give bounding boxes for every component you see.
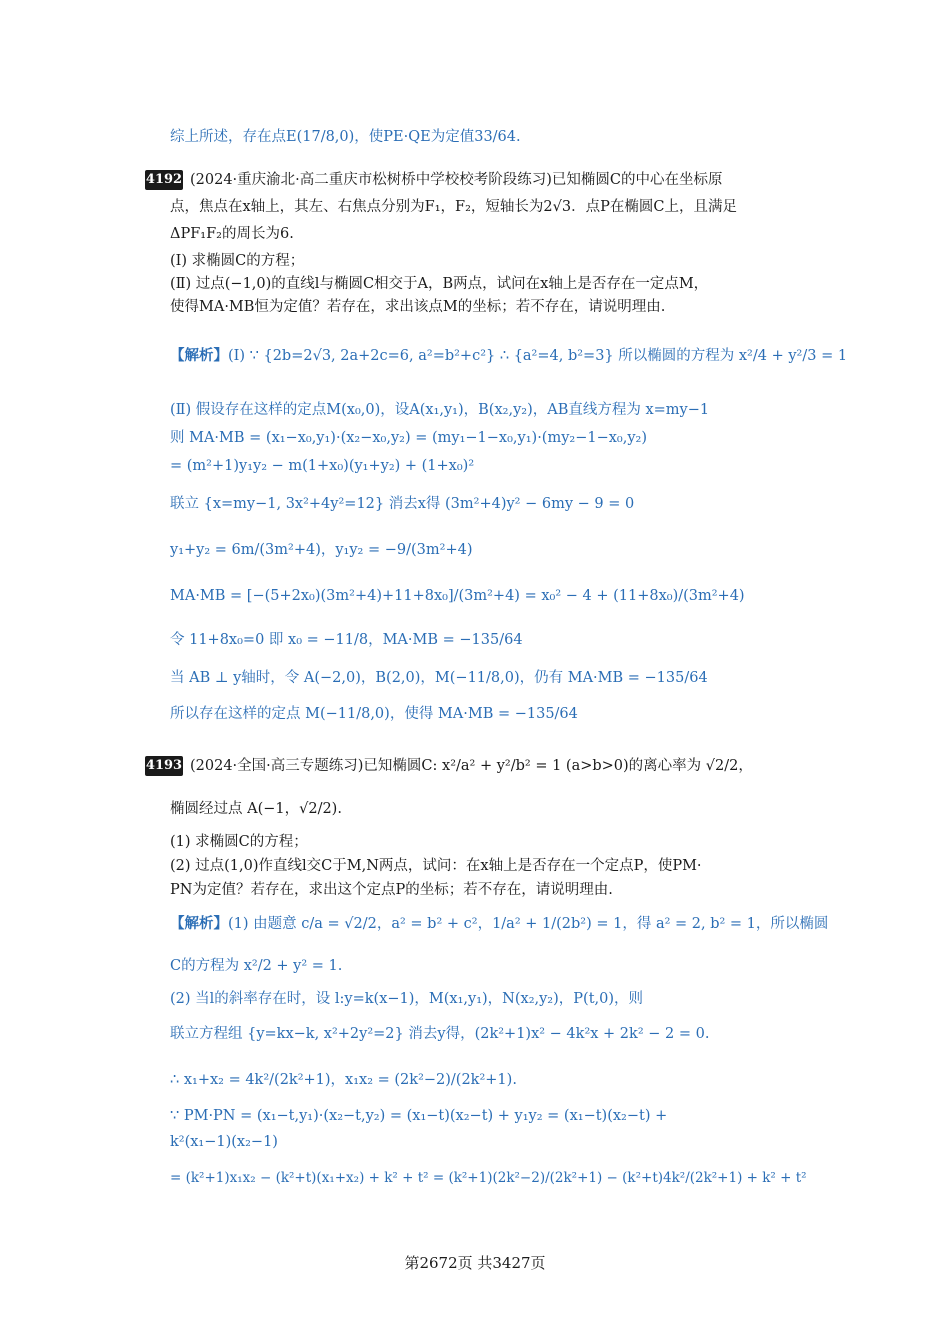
solution-line: y₁+y₂ = 6m/(3m²+4)，y₁y₂ = −9/(3m²+4): [170, 542, 473, 558]
solution-line: (Ⅱ) 假设存在这样的定点M(x₀,0)，设A(x₁,y₁)，B(x₂,y₂)，AB直线方程为 x=my−1: [170, 402, 710, 418]
solution-line: k²(x₁−1)(x₂−1): [170, 1134, 278, 1150]
problem-number-badge: 4193: [145, 756, 183, 776]
solution-line: 所以存在这样的定点 M(−11/8,0)，使得 MA·MB = −135/64: [170, 706, 578, 722]
problem-text-line: 点，焦点在x轴上，其左、右焦点分别为F₁，F₂，短轴长为2√3．点P在椭圆C上，且满足: [170, 199, 737, 215]
previous-conclusion: 综上所述，存在点E(17/8,0)，使PE·QE为定值33/64.: [170, 129, 521, 145]
solution-text: (1) 由题意 c/a = √2/2，a² = b² + c²，1/a² + 1/(2b²) = 1，得 a² = 2, b² = 1，所以椭圆: [228, 916, 829, 932]
problem-text-line: (2024·重庆渝北·高二重庆市松树桥中学校校考阶段练习)已知椭圆C的中心在坐标原: [190, 172, 723, 188]
solution-line: 令 11+8x₀=0 即 x₀ = −11/8，MA·MB = −135/64: [170, 632, 523, 648]
problem-text-line: (I) 求椭圆C的方程；: [170, 253, 305, 269]
solution-line: C的方程为 x²/2 + y² = 1.: [170, 958, 343, 974]
solution-line: MA·MB = [−(5+2x₀)(3m²+4)+11+8x₀]/(3m²+4) = x₀² − 4 + (11+8x₀)/(3m²+4): [170, 588, 745, 604]
problem-text-line: 使得MA·MB恒为定值？若存在，求出该点M的坐标；若不存在，请说明理由.: [170, 299, 666, 315]
problem-text-line: (Ⅱ) 过点(−1,0)的直线l与椭圆C相交于A，B两点，试问在x轴上是否存在一定点M，: [170, 276, 709, 292]
solution-line: = (k²+1)x₁x₂ − (k²+t)(x₁+x₂) + k² + t² = (k²+1)(2k²−2)/(2k²+1) − (k²+t)4k²/(2k²+1) + k² + t²: [170, 1170, 807, 1186]
solution-line: ∵ PM·PN = (x₁−t,y₁)·(x₂−t,y₂) = (x₁−t)(x₂−t) + y₁y₂ = (x₁−t)(x₂−t) +: [170, 1108, 668, 1124]
problem-number-badge: 4192: [145, 170, 183, 190]
solution-line: ∴ x₁+x₂ = 4k²/(2k²+1)，x₁x₂ = (2k²−2)/(2k²+1).: [170, 1072, 517, 1088]
solution-line: [170, 346, 848, 366]
problem-text-line: 椭圆经过点 A(−1，√2/2).: [170, 801, 342, 817]
solution-line: 联立方程组 {y=kx−k, x²+2y²=2} 消去y得，(2k²+1)x² − 4k²x + 2k² − 2 = 0.: [170, 1026, 710, 1042]
solution-tag: 【解析】: [170, 915, 228, 932]
solution-line: = (m²+1)y₁y₂ − m(1+x₀)(y₁+y₂) + (1+x₀)²: [170, 458, 475, 474]
solution-line: 联立 {x=my−1, 3x²+4y²=12} 消去x得 (3m²+4)y² − 6my − 9 = 0: [170, 496, 635, 512]
problem-text-line: ΔPF₁F₂的周长为6.: [170, 226, 294, 242]
solution-line: (2) 当l的斜率存在时，设 l:y=k(x−1)，M(x₁,y₁)，N(x₂,y₂)，P(t,0)，则: [170, 991, 644, 1007]
problem-text-line: (2024·全国·高三专题练习)已知椭圆C: x²/a² + y²/b² = 1 (a>b>0)的离心率为 √2/2，: [190, 758, 753, 774]
solution-tag: 【解析】: [170, 347, 228, 364]
problem-text-line: (1) 求椭圆C的方程；: [170, 834, 308, 850]
problem-text-line: PN为定值？若存在，求出这个定点P的坐标；若不存在，请说明理由.: [170, 882, 613, 898]
page-footer: 第2672页 共3427页: [404, 1254, 546, 1272]
solution-line: [170, 914, 829, 934]
solution-line: 当 AB ⊥ y轴时，令 A(−2,0)，B(2,0)，M(−11/8,0)，仍有 MA·MB = −135/64: [170, 670, 708, 686]
solution-text: (Ⅰ) ∵ {2b=2√3, 2a+2c=6, a²=b²+c²} ∴ {a²=4, b²=3} 所以椭圆的方程为 x²/4 + y²/3 = 1: [228, 348, 848, 364]
solution-line: 则 MA·MB = (x₁−x₀,y₁)·(x₂−x₀,y₂) = (my₁−1−x₀,y₁)·(my₂−1−x₀,y₂): [170, 430, 647, 446]
problem-text-line: (2) 过点(1,0)作直线l交C于M,N两点，试问：在x轴上是否存在一个定点P，使PM·: [170, 858, 702, 874]
